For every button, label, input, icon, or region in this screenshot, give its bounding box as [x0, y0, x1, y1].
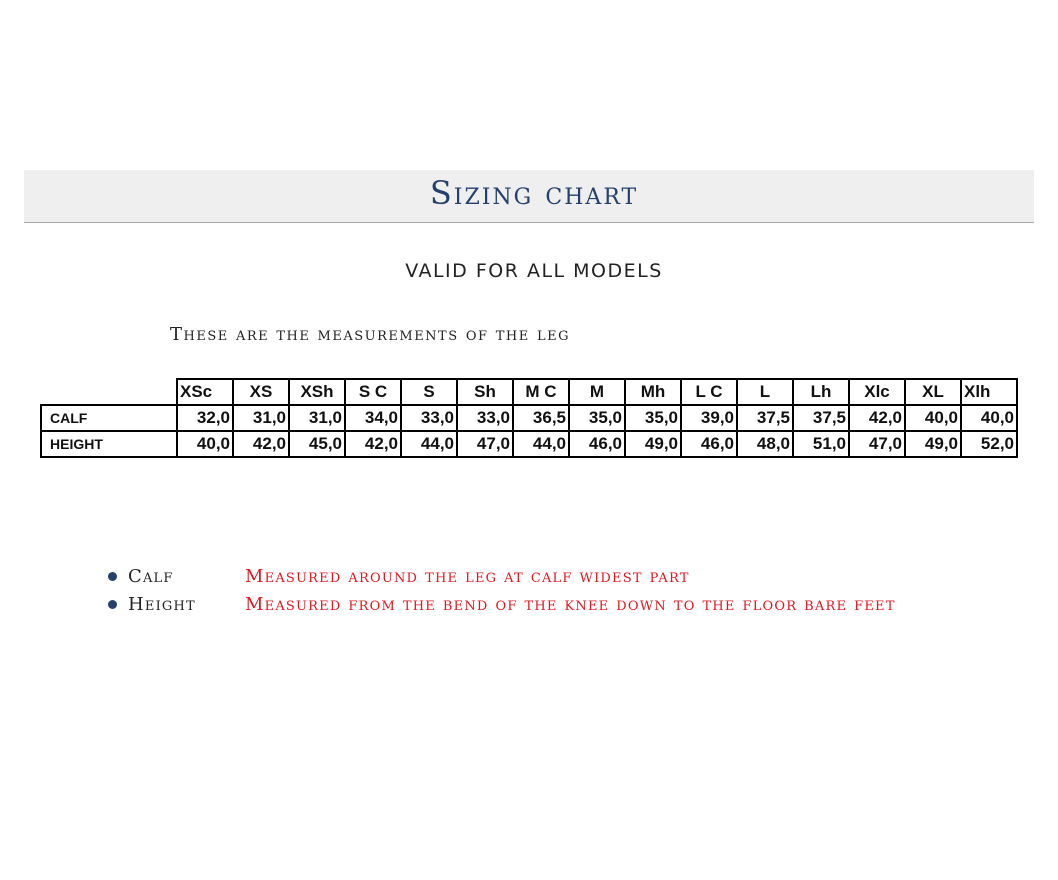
table-corner: [41, 379, 177, 405]
table-row-calf: [41, 405, 1017, 431]
table-cell: 44,0: [401, 431, 457, 457]
table-cell: 39,0: [681, 405, 737, 431]
table-cell: 42,0: [233, 431, 289, 457]
table-cell: 49,0: [905, 431, 961, 457]
table-cell: 42,0: [849, 405, 905, 431]
table-cell: 31,0: [233, 405, 289, 431]
table-cell: 35,0: [569, 405, 625, 431]
size-header-row: [41, 379, 1017, 405]
size-header: S C: [345, 379, 401, 405]
legend-list: [108, 562, 896, 618]
table-cell: 46,0: [681, 431, 737, 457]
size-header: Sh: [457, 379, 513, 405]
table-row-height: [41, 431, 1017, 457]
table-cell: 47,0: [457, 431, 513, 457]
table-cell: 40,0: [961, 405, 1017, 431]
legend-item-calf: [108, 562, 896, 590]
table-cell: 48,0: [737, 431, 793, 457]
size-header: M C: [513, 379, 569, 405]
sizing-table: [40, 378, 1018, 458]
size-header: M: [569, 379, 625, 405]
table-cell: 45,0: [289, 431, 345, 457]
legend-description: Measured from the bend of the knee down to the floor bare feet: [245, 593, 896, 615]
legend-term: Height: [128, 593, 196, 615]
table-cell: 51,0: [793, 431, 849, 457]
legend-description: Measured around the leg at calf widest part: [245, 565, 690, 587]
table-cell: 52,0: [961, 431, 1017, 457]
size-header: Xlc: [849, 379, 905, 405]
size-header: XSh: [289, 379, 345, 405]
table-cell: 46,0: [569, 431, 625, 457]
row-label: HEIGHT: [41, 431, 177, 457]
table-cell: 34,0: [345, 405, 401, 431]
table-cell: 49,0: [625, 431, 681, 457]
legend-term: Calf: [128, 565, 174, 587]
intro-text: These are the measurements of the leg: [170, 324, 570, 345]
table-cell: 32,0: [177, 405, 233, 431]
size-header: Xlh: [961, 379, 1017, 405]
table-cell: 40,0: [905, 405, 961, 431]
table-cell: 31,0: [289, 405, 345, 431]
size-header: S: [401, 379, 457, 405]
table-cell: 47,0: [849, 431, 905, 457]
size-header: XS: [233, 379, 289, 405]
bullet-icon: [108, 572, 117, 581]
size-header: XSc: [177, 379, 233, 405]
table-cell: 37,5: [793, 405, 849, 431]
size-header: L: [737, 379, 793, 405]
table-cell: 33,0: [401, 405, 457, 431]
table-cell: 42,0: [345, 431, 401, 457]
page-title: Sizing chart: [429, 174, 639, 212]
table-cell: 33,0: [457, 405, 513, 431]
size-header: Lh: [793, 379, 849, 405]
legend-item-height: [108, 590, 896, 618]
size-header: L C: [681, 379, 737, 405]
table-cell: 36,5: [513, 405, 569, 431]
row-label: CALF: [41, 405, 177, 431]
size-header: XL: [905, 379, 961, 405]
page-subtitle: VALID FOR ALL MODELS: [405, 260, 663, 282]
bullet-icon: [108, 600, 117, 609]
table-cell: 37,5: [737, 405, 793, 431]
size-header: Mh: [625, 379, 681, 405]
table-cell: 40,0: [177, 431, 233, 457]
table-cell: 35,0: [625, 405, 681, 431]
table-cell: 44,0: [513, 431, 569, 457]
